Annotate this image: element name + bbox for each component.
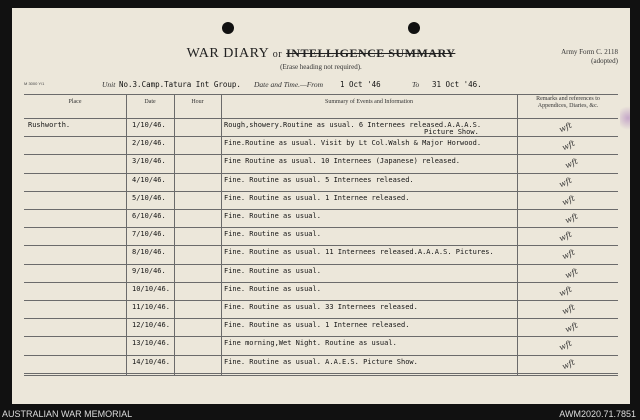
remarks-initials: wft [563,157,580,171]
remarks-initials: wft [563,320,580,335]
from-value: 1 Oct '46 [340,80,381,89]
date-cell: 7/10/46. [132,230,166,239]
remarks-initials: wft [560,357,577,371]
summary-cell: Fine. Routine as usual. 33 Internees released. [224,303,418,311]
summary-cell: Fine. Routine as usual. 5 Internees released. [224,175,414,184]
date-cell: 12/10/46. [132,321,170,330]
punch-hole [408,22,420,34]
remarks-initials: wft [557,120,574,135]
title-or: or [272,49,283,60]
date-label: Date and Time.—From [254,80,324,89]
header-hour: Hour [191,99,204,105]
remarks-initials: wft [557,175,574,189]
remarks-initials: wft [563,211,580,226]
to-label: To [412,80,420,89]
summary-cell: Fine. Routine as usual. [224,266,321,275]
date-cell: 14/10/46. [132,357,170,366]
summary-cell: Fine. Routine as usual. 1 Internee released. [224,321,410,330]
summary-cell: Rough,showery.Routine as usual. 6 Internees released.A.A.A.S. [224,121,482,129]
print-code: M 3000 Y/1 [24,81,45,86]
date-cell: 4/10/46. [132,175,166,184]
table-row [24,119,618,137]
date-cell: 1/10/46. [132,121,166,129]
remarks-initials: wft [557,284,574,299]
remarks-initials: wft [560,138,577,153]
footer-caption-left: AUSTRALIAN WAR MEMORIAL [2,409,133,419]
table-row [24,192,618,210]
remarks-initials: wft [563,266,580,280]
date-cell: 8/10/46. [132,248,166,257]
summary-cell: Fine. Routine as usual. [224,230,321,239]
remarks-initials: wft [557,339,574,353]
summary-continuation: Picture Show. [424,128,479,136]
table-row [24,301,618,319]
remarks-initials: wft [557,229,574,244]
table-row [24,210,618,228]
summary-cell: Fine. Routine as usual. [224,212,321,220]
subtitle: (Erase heading not required). [280,63,362,71]
remarks-initials: wft [560,193,577,208]
title-main: WAR DIARY [186,46,269,61]
table-row [24,319,618,337]
date-cell: 13/10/46. [132,339,170,348]
army-form-label [561,48,618,66]
page-title [12,46,630,62]
table-border [24,375,618,376]
footer-caption-right: AWM2020.71.7851 [559,409,636,419]
table-row [24,174,618,192]
remarks-initials: wft [560,302,577,317]
summary-cell: Fine. Routine as usual. 11 Internees released.A.A.A.S. Pictures. [224,248,494,257]
diary-table [24,94,618,376]
diary-page [12,8,630,404]
table-row [24,265,618,283]
summary-cell: Fine. Routine as usual. 1 Internee released. [224,193,410,202]
date-cell: 5/10/46. [132,193,166,202]
date-cell: 9/10/46. [132,266,166,275]
summary-cell: Fine.Routine as usual. Visit by Lt Col.Walsh & Major Horwood. [224,139,482,148]
title-struck: INTELLIGENCE SUMMARY [286,46,456,60]
date-cell: 2/10/46. [132,139,166,148]
table-row [24,137,618,155]
date-cell: 3/10/46. [132,157,166,166]
army-form-number: Army Form C. 2118 [561,48,618,56]
unit-value: No.3.Camp.Tatura Int Group. [119,80,241,89]
header-remarks: Remarks and references to Appendices, Diaries, &c. [536,96,600,109]
table-row [24,155,618,173]
punch-hole [222,22,234,34]
table-row [24,356,618,374]
unit-label: Unit [102,80,116,89]
place-cell: Rushworth. [28,121,71,129]
summary-cell: Fine. Routine as usual. A.A.E.S. Picture Show. [224,357,418,366]
table-row [24,246,618,264]
table-border [24,94,618,95]
table-row [24,228,618,246]
ink-stain [620,103,630,133]
header-place: Place [68,99,82,105]
summary-cell: Fine. Routine as usual. [224,284,321,293]
summary-cell: Fine morning,Wet Night. Routine as usual. [224,339,397,348]
remarks-initials: wft [560,248,577,262]
table-row [24,283,618,301]
table-row [24,337,618,355]
date-cell: 10/10/46. [132,284,170,293]
to-value: 31 Oct '46. [432,80,482,89]
summary-cell: Fine Routine as usual. 10 Internees (Japanese) released. [224,157,461,166]
header-date: Date [144,99,156,105]
date-cell: 6/10/46. [132,212,166,220]
date-cell: 11/10/46. [132,303,170,311]
army-form-note: (adopted) [591,57,618,65]
row-divider [24,373,618,374]
header-summary: Summary of Events and Information [325,99,413,105]
